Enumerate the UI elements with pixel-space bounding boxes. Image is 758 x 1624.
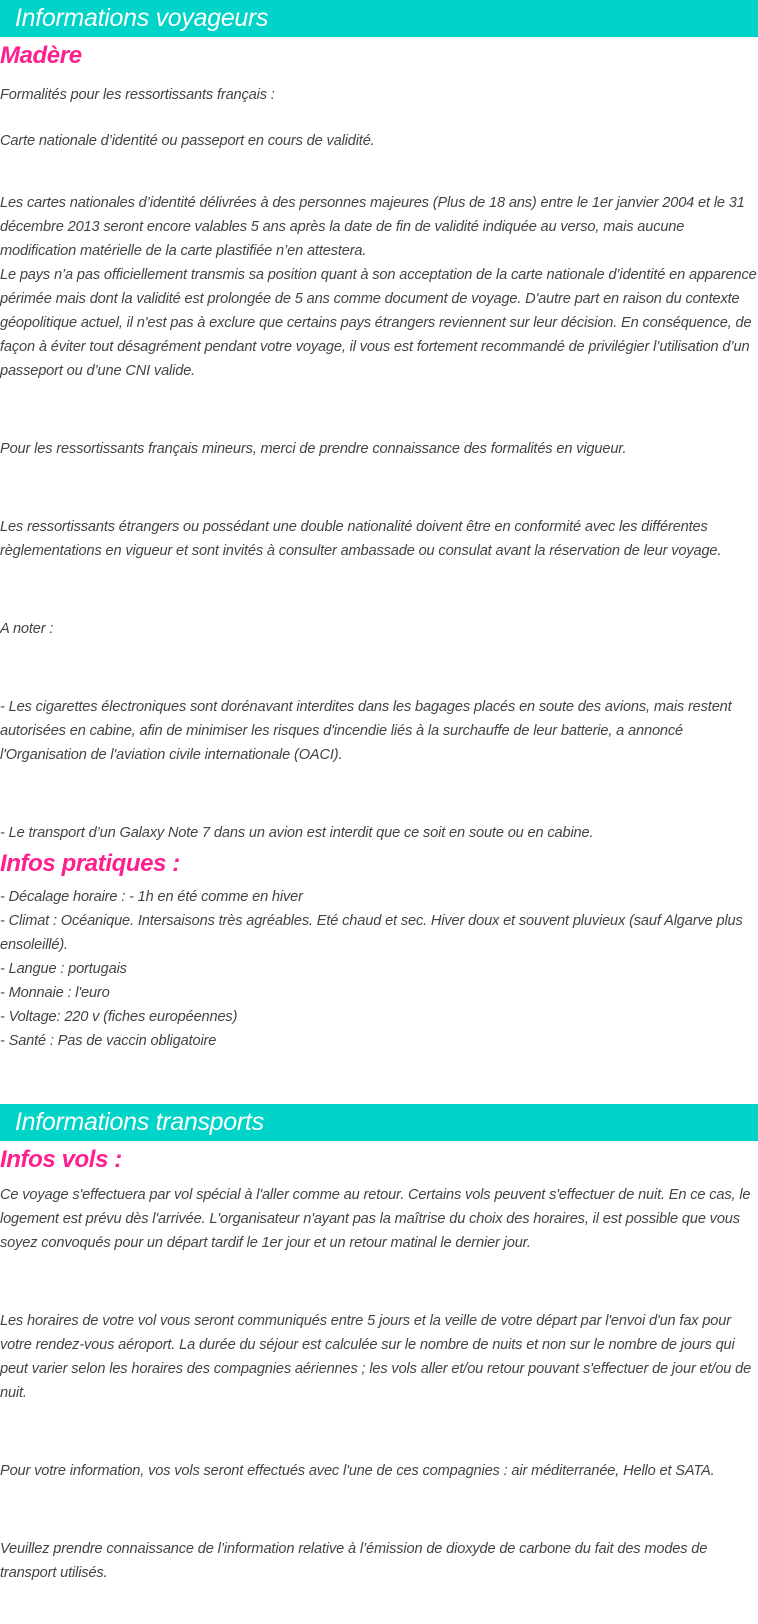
practical-item-language: - Langue : portugais [0, 961, 127, 977]
foreigners-paragraph: Les ressortissants étrangers ou possédant une double nationalité doivent être en conformité avec les différentes règlementations en vigueur et sont invités à consulter ambassade ou consulat avant la réservation de leur voyage. [0, 519, 722, 559]
practical-item-currency: - Monnaie : l'euro [0, 985, 110, 1001]
section-header-traveler-info: Informations voyageurs [0, 0, 758, 37]
minors-paragraph: Pour les ressortissants français mineurs, merci de prendre connaissance des formalités en vigueur. [0, 441, 627, 457]
practical-info-title: Infos pratiques : [0, 850, 180, 877]
section-header-transport-info: Informations transports [0, 1104, 758, 1141]
transport-info-section [0, 1104, 758, 1585]
practical-item-timezone: - Décalage horaire : - 1h en été comme en hiver [0, 889, 303, 905]
practical-info-section [0, 849, 758, 1053]
practical-item-climate: - Climat : Océanique. Intersaisons très agréables. Eté chaud et sec. Hiver doux et souvent pluvieux (sauf Algarve plus ensoleillé). [0, 913, 743, 953]
country-position-paragraph: Le pays n’a pas officiellement transmis sa position quant à son acceptation de la carte nationale d’identité en apparence périmée mais dont la validité est prolongée de 5 ans comme document de voyage. D'autre part en raison du contexte géopolitique actuel, il n'est pas à exclure que certains pays étrangers reviennent sur leur décision. En conséquence, de façon à éviter tout désagrément pendant votre voyage, il vous est fortement recommandé de privilégier l’utilisation d’un passeport ou d’une CNI valide. [0, 267, 757, 379]
flights-title: Infos vols : [0, 1146, 122, 1173]
airlines-paragraph: Pour votre information, vos vols seront effectués avec l'une de ces compagnies : air méditerranée, Hello et SATA. [0, 1463, 715, 1479]
destination-title: Madère [0, 42, 82, 69]
practical-info-list [0, 885, 758, 1053]
practical-item-health: - Santé : Pas de vaccin obligatoire [0, 1033, 217, 1049]
galaxy-note: - Le transport d’un Galaxy Note 7 dans un avion est interdit que ce soit en soute ou en cabine. [0, 825, 594, 841]
practical-item-voltage: - Voltage: 220 v (fiches européennes) [0, 1009, 238, 1025]
flight-schedule-paragraph: Les horaires de votre vol vous seront communiqués entre 5 jours et la veille de votre départ par l'envoi d'un fax pour votre rendez-vous aéroport. La durée du séjour est calculée sur le nombre de nuits et non sur le nombre de jours qui peut varier selon les horaires des compagnies aériennes ; les vols aller et/ou retour pouvant s'effectuer de jour et/ou de nuit. [0, 1313, 752, 1401]
cni-validity-paragraph: Les cartes nationales d’identité délivrées à des personnes majeures (Plus de 18 ans) entre le 1er janvier 2004 et le 31 décembre 2013 seront encore valables 5 ans après la date de fin de validité indiquée au verso, mais aucune modification matérielle de la carte plastifiée n’en attestera. [0, 195, 745, 259]
ecig-note: - Les cigarettes électroniques sont dorénavant interdites dans les bagages placés en soute des avions, mais restent autorisées en cabine, afin de minimiser les risques d'incendie liés à la surchauffe de leur batterie, a annoncé l'Organisation de l'aviation civile internationale (OACI). [0, 699, 732, 763]
note-label: A noter : [0, 621, 54, 637]
formalities-intro: Formalités pour les ressortissants français : [0, 87, 275, 103]
id-requirement: Carte nationale d’identité ou passeport en cours de validité. [0, 133, 375, 149]
special-flight-paragraph: Ce voyage s'effectuera par vol spécial à l'aller comme au retour. Certains vols peuvent s'effectuer de nuit. En ce cas, le logement est prévu dès l'arrivée. L'organisateur n'ayant pas la maîtrise du choix des horaires, il est possible que vous soyez convoqués pour un départ tardif le 1er jour et un retour matinal le dernier jour. [0, 1187, 751, 1251]
co2-emission-paragraph: Veuillez prendre connaissance de l’information relative à l’émission de dioxyde de carbone du fait des modes de transport utilisés. [0, 1541, 708, 1581]
